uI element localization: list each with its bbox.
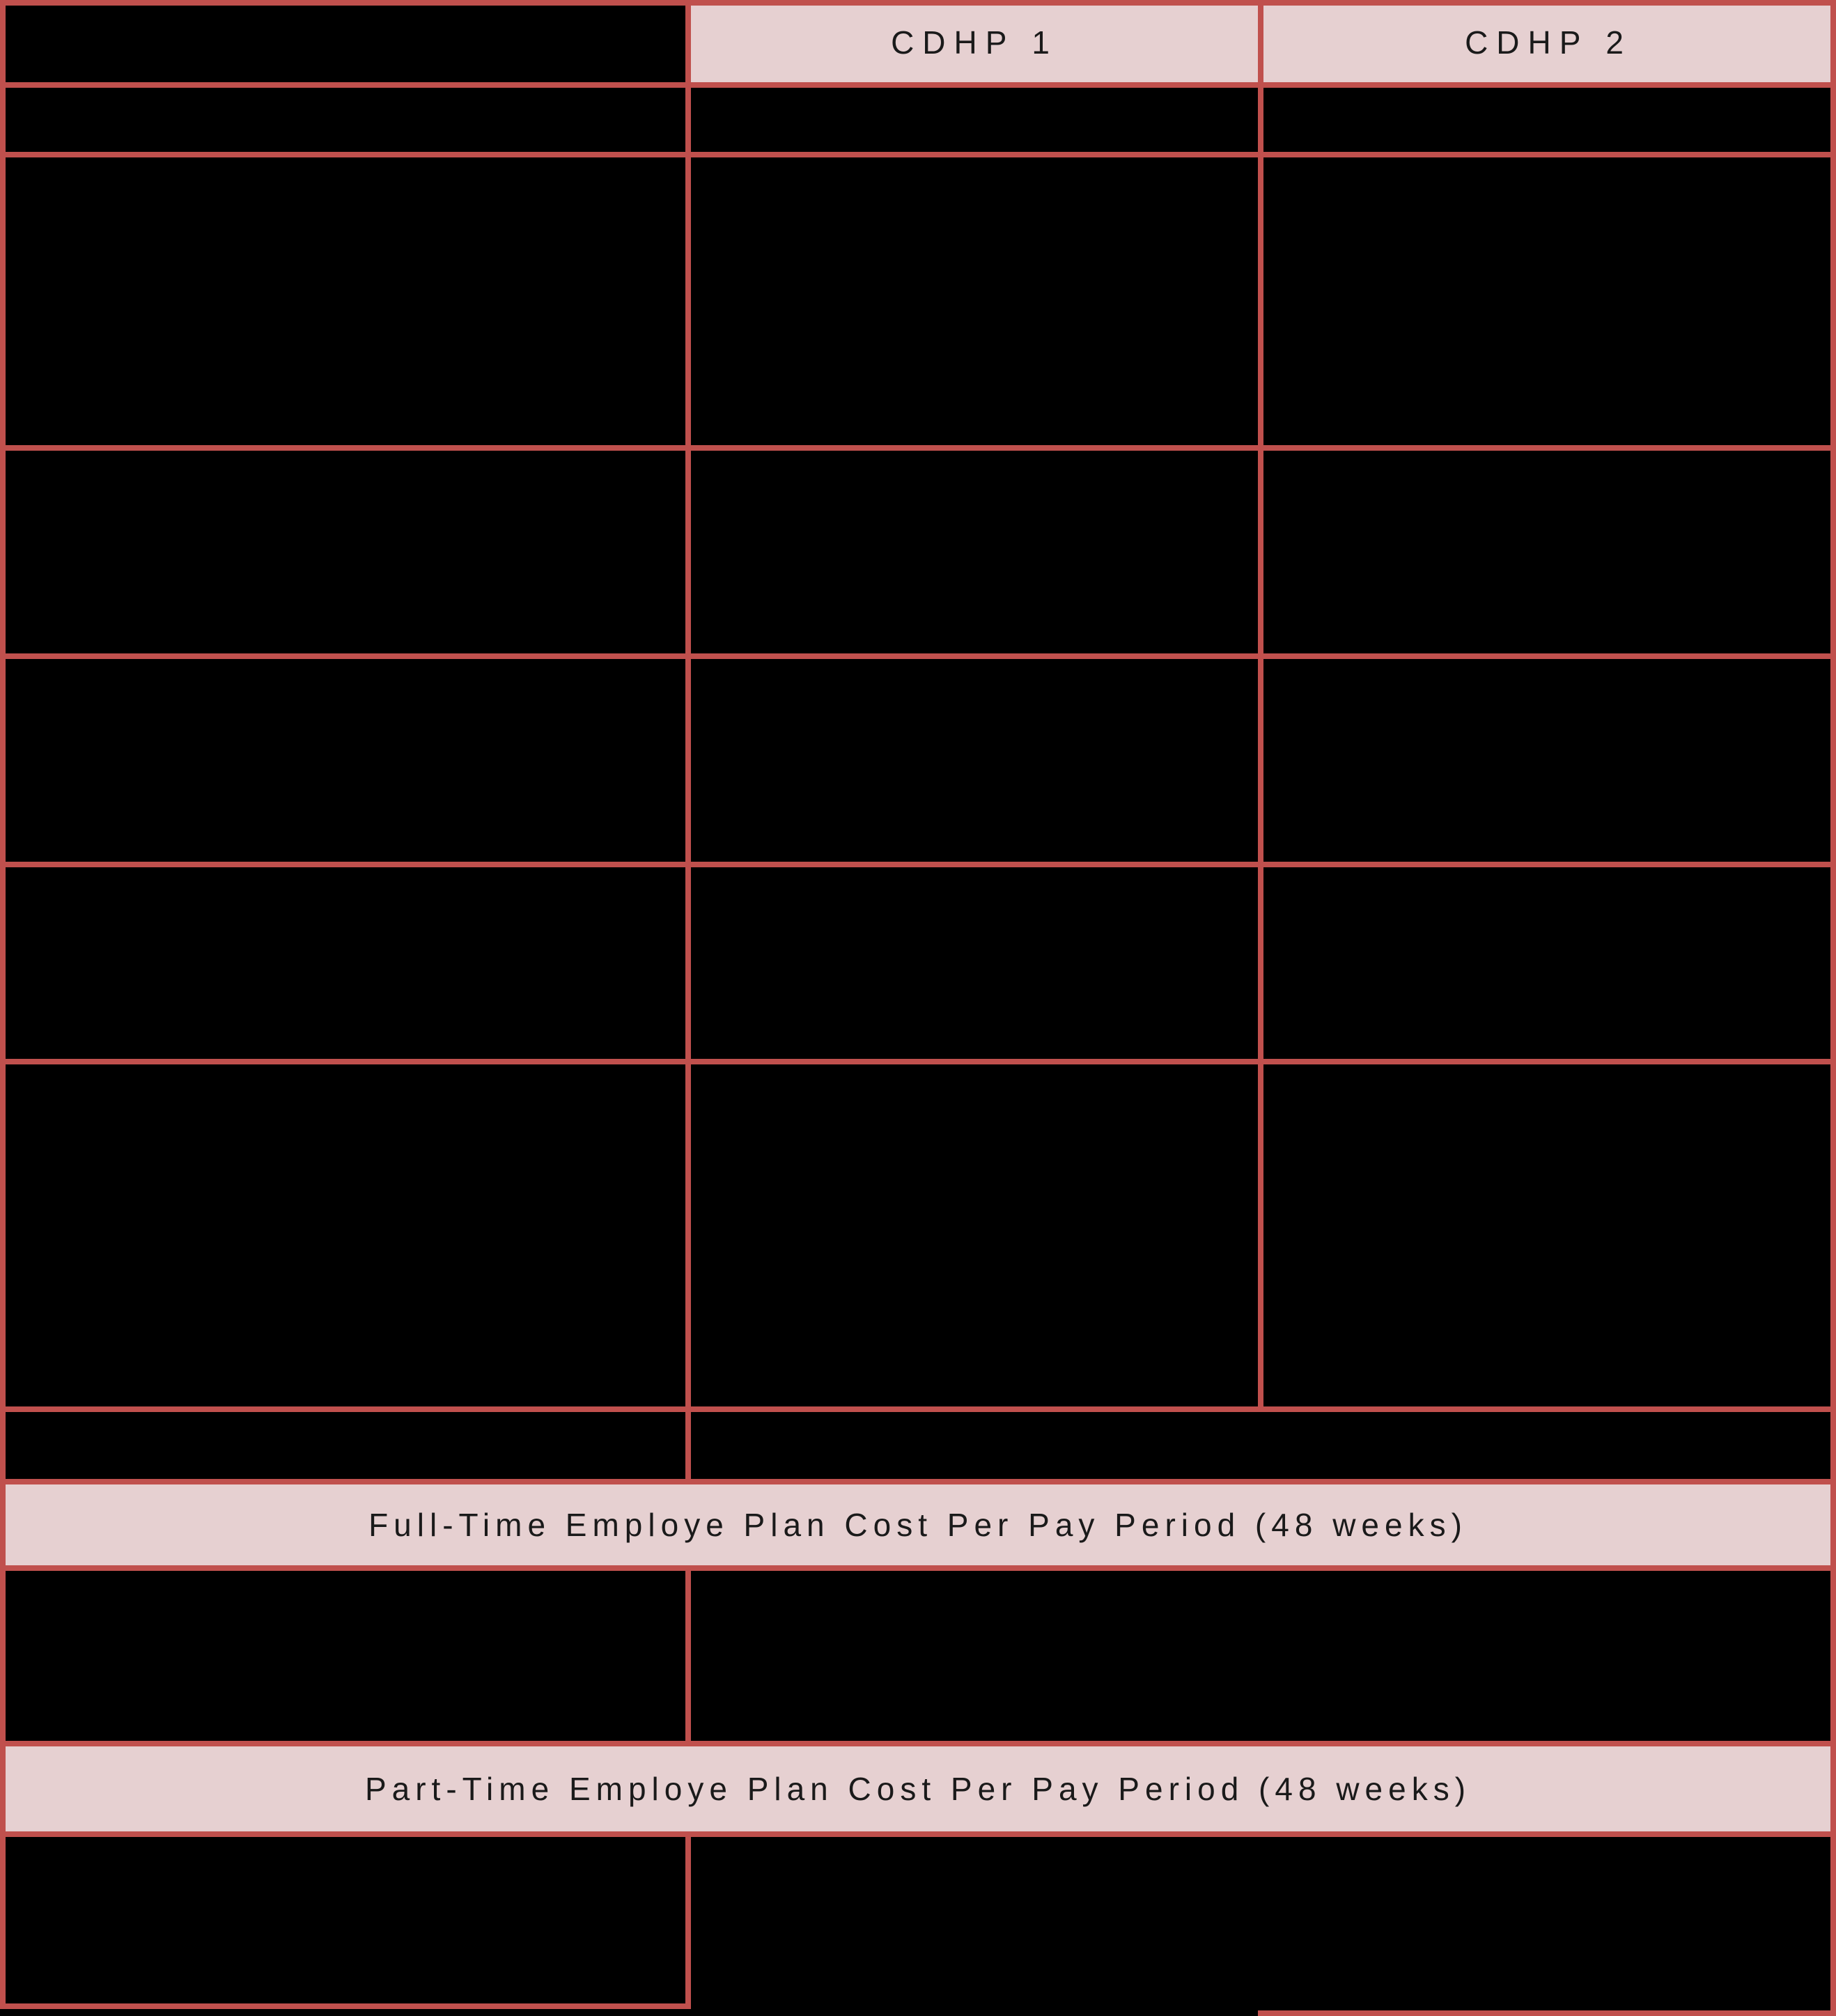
table-cell-r2c3 (1261, 85, 1836, 155)
column-header-cdhp2-label: CDHP 2 (1465, 24, 1632, 61)
table-cell-r5c3 (1261, 656, 1836, 864)
grid-line (0, 0, 1836, 6)
grid-line (0, 862, 1836, 867)
grid-line (0, 1406, 1836, 1412)
grid-line (0, 653, 1836, 659)
table-cell-r12c2-merged (688, 1834, 1836, 2016)
table-cell-r8c2-merged (688, 1409, 1836, 1482)
table-cell-r4c3 (1261, 448, 1836, 656)
table-cell-r6c2 (688, 864, 1261, 1062)
table-cell-r5c1 (0, 656, 688, 864)
table-cell-r2c1 (0, 85, 688, 155)
table-cell-r6c3 (1261, 864, 1836, 1062)
table-cell-r2c2 (688, 85, 1261, 155)
table-cell-r8c1 (0, 1409, 688, 1482)
grid-line (0, 1565, 1836, 1571)
table-cell-r5c2 (688, 656, 1261, 864)
table-cell-r7c3 (1261, 1062, 1836, 1409)
grid-line (0, 1059, 1836, 1064)
grid-line-col1-divider (685, 1834, 691, 2009)
section-band-full-time (0, 1482, 1836, 1568)
grid-line-right-edge (1830, 0, 1836, 2016)
grid-line (0, 1479, 1836, 1484)
table-cell-r3c3 (1261, 155, 1836, 448)
table-cell-r3c2 (688, 155, 1261, 448)
grid-line (0, 1741, 1836, 1746)
table-cell-r4c1 (0, 448, 688, 656)
grid-line-col1-divider (685, 0, 691, 1482)
grid-line-bottom-right (1258, 2010, 1836, 2016)
table-cell-r6c1 (0, 864, 688, 1062)
grid-line (0, 445, 1836, 451)
section-band-part-time (0, 1744, 1836, 1834)
table-cell-r3c1 (0, 155, 688, 448)
grid-line-col2-divider (1258, 0, 1263, 1412)
column-header-cdhp2 (1261, 0, 1836, 85)
column-header-cdhp1 (688, 0, 1261, 85)
table-cell-r1c1 (0, 0, 688, 85)
table-cell-r10c1 (0, 1568, 688, 1744)
grid-line (0, 82, 1836, 88)
table-cell-r7c1 (0, 1062, 688, 1409)
table-cell-r7c2 (688, 1062, 1261, 1409)
table-cell-r4c2 (688, 448, 1261, 656)
table-cell-r12c1 (0, 1834, 688, 2008)
grid-line (0, 152, 1836, 157)
column-header-cdhp1-label: CDHP 1 (891, 24, 1058, 61)
section-band-part-time-label: Part-Time Employe Plan Cost Per Pay Period (48 weeks) (364, 1771, 1472, 1807)
section-band-full-time-label: Full-Time Employe Plan Cost Per Pay Period (48 weeks) (368, 1507, 1468, 1543)
table-cell-r10c2-merged (688, 1568, 1836, 1744)
grid-line-col1-divider (685, 1568, 691, 1744)
grid-line-left-edge (0, 0, 6, 2009)
grid-line-bottom-left (0, 2003, 691, 2009)
grid-line (0, 1831, 1836, 1837)
